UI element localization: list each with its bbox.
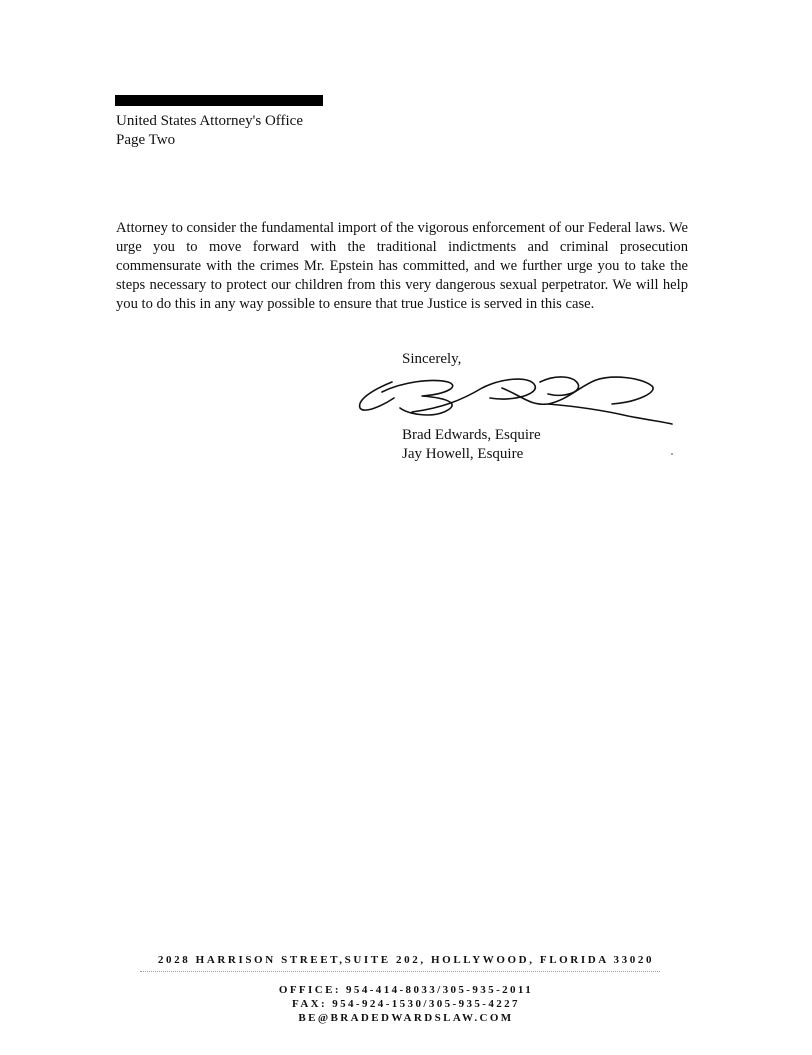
closing: Sincerely, (402, 351, 462, 367)
signer-name: Brad Edwards, Esquire (402, 427, 541, 443)
letter-header (116, 112, 303, 150)
body-paragraph: Attorney to consider the fundamental import of the vigorous enforcement of our Federal laws. We urge you to move forward with the traditional indictments and criminal prosecution commensurate with the crimes Mr. Epstein has committed, and we further urge you to take the steps necessary to protect our children from this very dangerous sexual perpetrator. We will help you to do this in any way possible to ensure that true Justice is served in this case. (116, 220, 689, 312)
page-label: Page Two (116, 132, 176, 148)
recipient-office: United States Attorney's Office (116, 113, 303, 129)
scan-speck (671, 453, 673, 455)
footer-address: 2028 HARRISON STREET,SUITE 202, HOLLYWOOD, FLORIDA 33020 (157, 954, 655, 966)
footer-contacts (0, 983, 812, 1025)
footer-divider (140, 971, 660, 972)
handwritten-signature (352, 368, 677, 430)
email-address: BE@BRADEDWARDSLAW.COM (298, 1012, 514, 1024)
signers (402, 426, 541, 464)
fax-number: FAX: 954-924-1530/305-935-4227 (292, 998, 520, 1010)
redaction-bar (115, 95, 323, 106)
signer-name: Jay Howell, Esquire (402, 446, 524, 462)
office-phone: OFFICE: 954-414-8033/305-935-2011 (278, 984, 534, 996)
